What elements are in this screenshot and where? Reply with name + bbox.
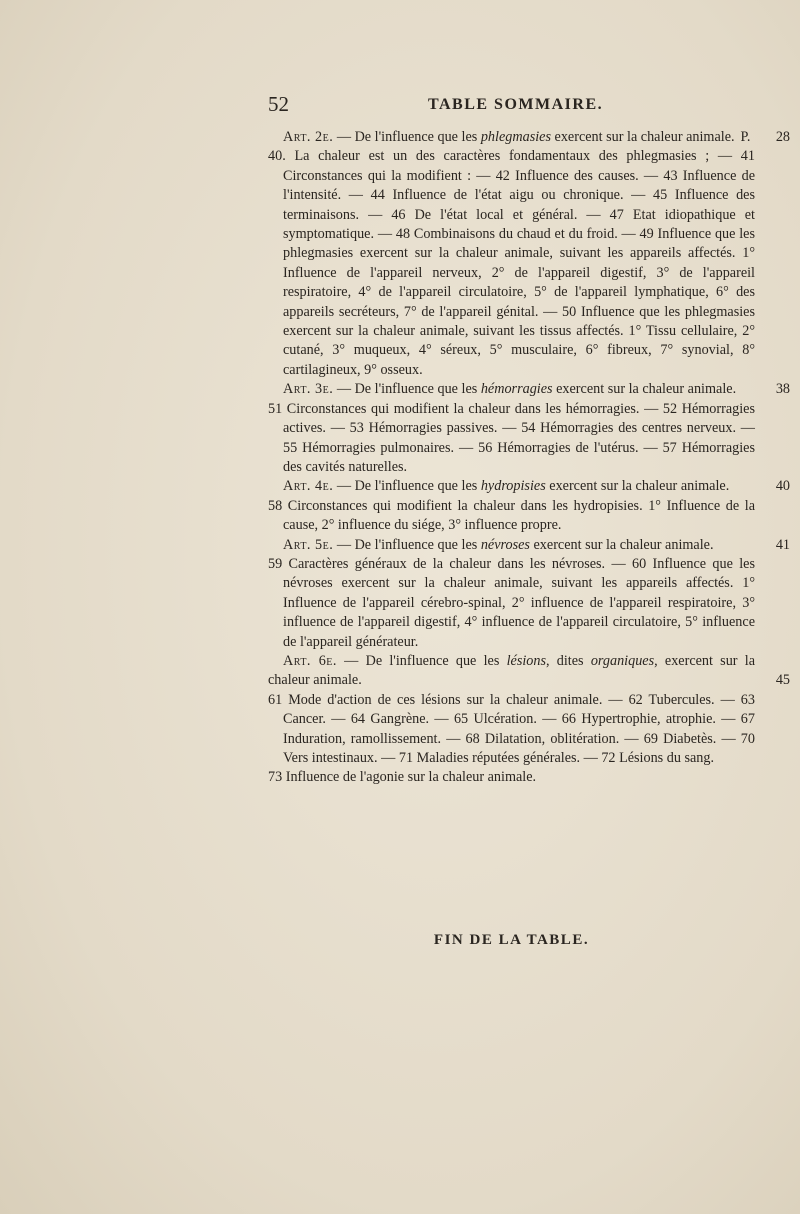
page-abbrev: P. (740, 129, 751, 145)
article-entries: 73 Influence de l'agonie sur la chaleur animale. (268, 769, 537, 786)
article-entries: 59 Caractères généraux de la chaleur dans les névroses. — 60 Influence que les névroses exercent sur la chaleur animale, suivant les appareils affectés. 1° Influence de l'appareil cérebro-spinal, 2° influence de l'appareil respiratoire, 3° influence de l'appareil digestif, 4° influence de l'appareil circulatoire, 5° influence de l'appareil générateur. (268, 555, 755, 650)
article-heading: Art. 6e. — De l'influence que les lésions, dites organiques, exercent sur la chaleur animale. 45 (268, 652, 755, 691)
article-label: Art. 3e. (283, 381, 334, 398)
end-title: FIN DE LA TABLE. (433, 932, 590, 948)
page-number: 52 (268, 92, 289, 116)
article-topic: phlegmasies (480, 129, 551, 145)
article-label: Art. 5e. (283, 536, 334, 553)
page-reference: 28 (775, 129, 790, 145)
page-reference: 41 (775, 536, 790, 553)
article-topic: hémorragies (480, 381, 553, 398)
article-label: Art. 4e. (283, 478, 334, 495)
article-label: Art. 2e. (283, 129, 334, 145)
article-topic-secondary: organiques (590, 652, 655, 669)
page-reference: 40 (775, 478, 790, 495)
article-topic: lésions (506, 652, 546, 669)
page-header (268, 92, 758, 122)
article-entries: 40. La chaleur est un des caractères fondamentaux des phlegmasies ; — 41 Circonstances qui la modifient : — 42 Influence des causes. — 43 Influence de l'intensité. — 44 Influence de l'état aigu ou chronique. — 45 Influence des terminaisons. — 46 De l'état local et général. — 47 Etat idiopathique et symptomatique. — 48 Combinaisons du chaud et du froid. — 49 Influence que les phlegmasies exercent sur la chaleur animale, suivant les appareils affectés. 1° Influence de l'appareil nerveux, 2° de l'appareil digestif, 3° de l'appareil respiratoire, 4° de l'appareil circulatoire, 5° de l'appareil lymphatique, 6° des appareils secréteurs, 7° de l'appareil génital. — 50 Influence que les phlegmasies exercent sur la chaleur animale, suivant les tissus affectés. 1° Tissu cellulaire, 2° cutané, 3° muqueux, 4° séreux, 5° musculaire, 6° fibreux, 7° synovial, 8° cartilagineux, 9° osseux. (268, 148, 755, 378)
article-topic: hydropisies (480, 478, 546, 495)
page-reference: 45 (775, 672, 790, 689)
article-entries: 58 Circonstances qui modifient la chaleur dans les hydropisies. 1° Influence de la cause, 2° influence du siége, 3° influence propre. (268, 497, 755, 534)
article-heading: Art. 5e. — De l'influence que les névroses exercent sur la chaleur animale. 41 (268, 536, 755, 555)
article-heading: Art. 4e. — De l'influence que les hydropisies exercent sur la chaleur animale. 40 (268, 477, 755, 496)
table-of-contents (268, 128, 790, 788)
article-label: Art. 6e. (283, 652, 337, 669)
article-topic: névroses (480, 536, 530, 553)
running-title: TABLE SOMMAIRE. (428, 96, 604, 113)
article-entries: 61 Mode d'action de ces lésions sur la chaleur animale. — 62 Tubercules. — 63 Cancer. — 64 Gangrène. — 65 Ulcération. — 66 Hypertrophie, atrophie. — 67 Induration, ramollissement. — 68 Dilatation, oblitération. — 69 Diabetès. — 70 Vers intestinaux. — 71 Maladies réputées générales. — 72 Lésions du sang. (268, 691, 755, 766)
article-heading: Art. 3e. — De l'influence que les hémorragies exercent sur la chaleur animale. 38 (268, 380, 755, 399)
page-reference: 38 (775, 381, 790, 398)
article-heading: Art. 2e. — De l'influence que les phlegmasies exercent sur la chaleur animale. P. 28 (268, 128, 755, 147)
article-entries: 51 Circonstances qui modifient la chaleur dans les hémorragies. — 52 Hémorragies actives. — 53 Hémorragies passives. — 54 Hémorragies des centres nerveux. — 55 Hémorragies pulmonaires. — 56 Hémorragies de l'utérus. — 57 Hémorragies des cavités naturelles. (268, 400, 755, 475)
